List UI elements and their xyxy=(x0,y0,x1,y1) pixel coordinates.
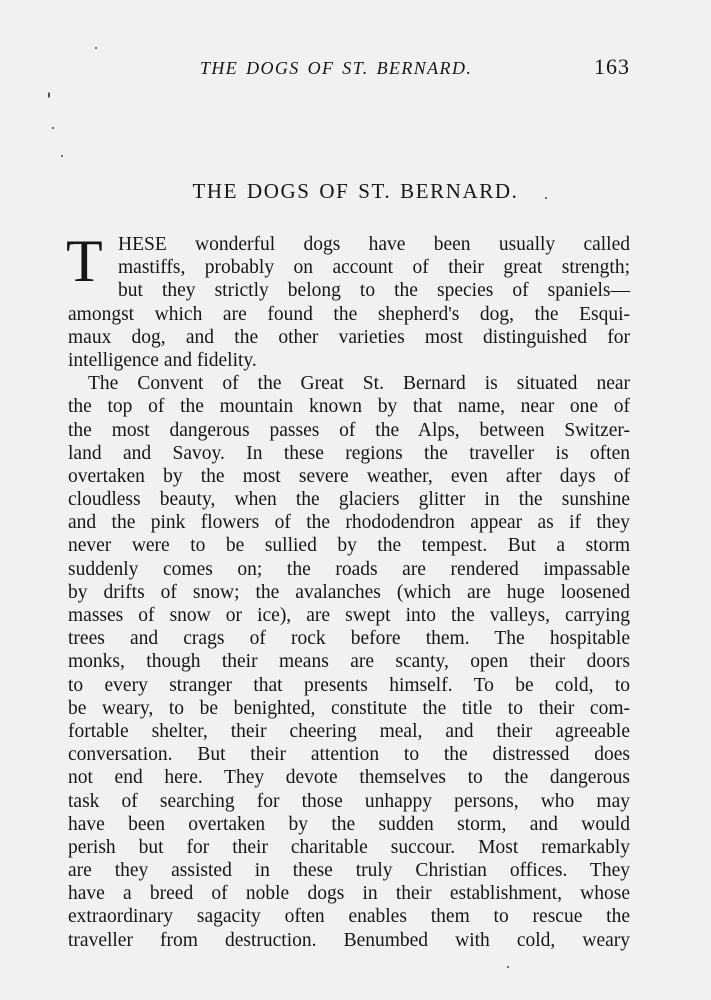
text-line: The Convent of the Great St. Bernard is situated near xyxy=(88,373,630,395)
scan-speck xyxy=(52,127,54,129)
text-line: extraordinary sagacity often enables them to rescue the xyxy=(68,906,630,928)
text-line: masses of snow or ice), are swept into the valleys, carrying xyxy=(68,605,630,626)
text-line: mastiffs, probably on account of their great strength; xyxy=(118,257,630,279)
text-line: HESE wonderful dogs have been usually called xyxy=(118,234,630,255)
text-line: trees and crags of rock before them. The hospitable xyxy=(68,628,630,650)
text-line: land and Savoy. In these regions the traveller is often xyxy=(68,442,630,464)
scan-speck xyxy=(95,47,97,49)
text-line: conversation. But their attention to the distressed does xyxy=(68,744,630,766)
text-line: be weary, to be benighted, constitute the title to their com- xyxy=(68,697,630,719)
text-line: traveller from destruction. Benumbed with cold, weary xyxy=(68,929,630,951)
text-line: the top of the mountain known by that name, near one of xyxy=(68,396,630,418)
text-line: monks, though their means are scanty, open their doors xyxy=(68,651,630,673)
page-number: 163 xyxy=(594,54,630,79)
text-line: overtaken by the most severe weather, even after days of xyxy=(68,465,630,487)
text-line: have been overtaken by the sudden storm, and would xyxy=(68,813,630,835)
text-line: have a breed of noble dogs in their establishment, whose xyxy=(68,883,630,905)
text-line: intelligence and fidelity. xyxy=(68,349,257,371)
text-line: fortable shelter, their cheering meal, and their agreeable xyxy=(68,720,630,742)
text-line: not end here. They devote themselves to the dangerous xyxy=(68,767,630,789)
text-line: perish but for their charitable succour. Most remarkably xyxy=(68,836,630,858)
text-line: but they strictly belong to the species of spaniels— xyxy=(118,280,630,302)
scan-speck xyxy=(48,92,50,98)
running-head xyxy=(0,54,711,84)
text-line: amongst which are found the shepherd's dog, the Esqui- xyxy=(68,303,630,325)
scan-speck xyxy=(507,966,509,968)
body-text xyxy=(66,228,630,952)
text-line: cloudless beauty, when the glaciers glitter in the sunshine xyxy=(68,489,630,511)
text-line: task of searching for those unhappy persons, who may xyxy=(68,790,630,812)
text-line: and the pink flowers of the rhododendron appear as if they xyxy=(68,512,630,534)
chapter-title: THE DOGS OF ST. BERNARD. xyxy=(192,179,519,203)
running-title: THE DOGS OF ST. BERNARD. xyxy=(200,58,473,78)
text-line: the most dangerous passes of the Alps, between Switzer- xyxy=(68,419,630,441)
drop-cap: T xyxy=(66,228,103,294)
text-line: by drifts of snow; the avalanches (which are huge loosened xyxy=(68,581,630,603)
text-line: suddenly comes on; the roads are rendered impassable xyxy=(68,558,630,580)
text-line: maux dog, and the other varieties most distinguished for xyxy=(68,326,630,348)
scan-speck xyxy=(61,155,63,157)
text-line: never were to be sullied by the tempest. But a storm xyxy=(68,535,630,557)
text-line: are they assisted in these truly Christian offices. They xyxy=(68,860,630,882)
text-line: to every stranger that presents himself. To be cold, to xyxy=(68,674,630,696)
scan-speck xyxy=(545,197,547,199)
